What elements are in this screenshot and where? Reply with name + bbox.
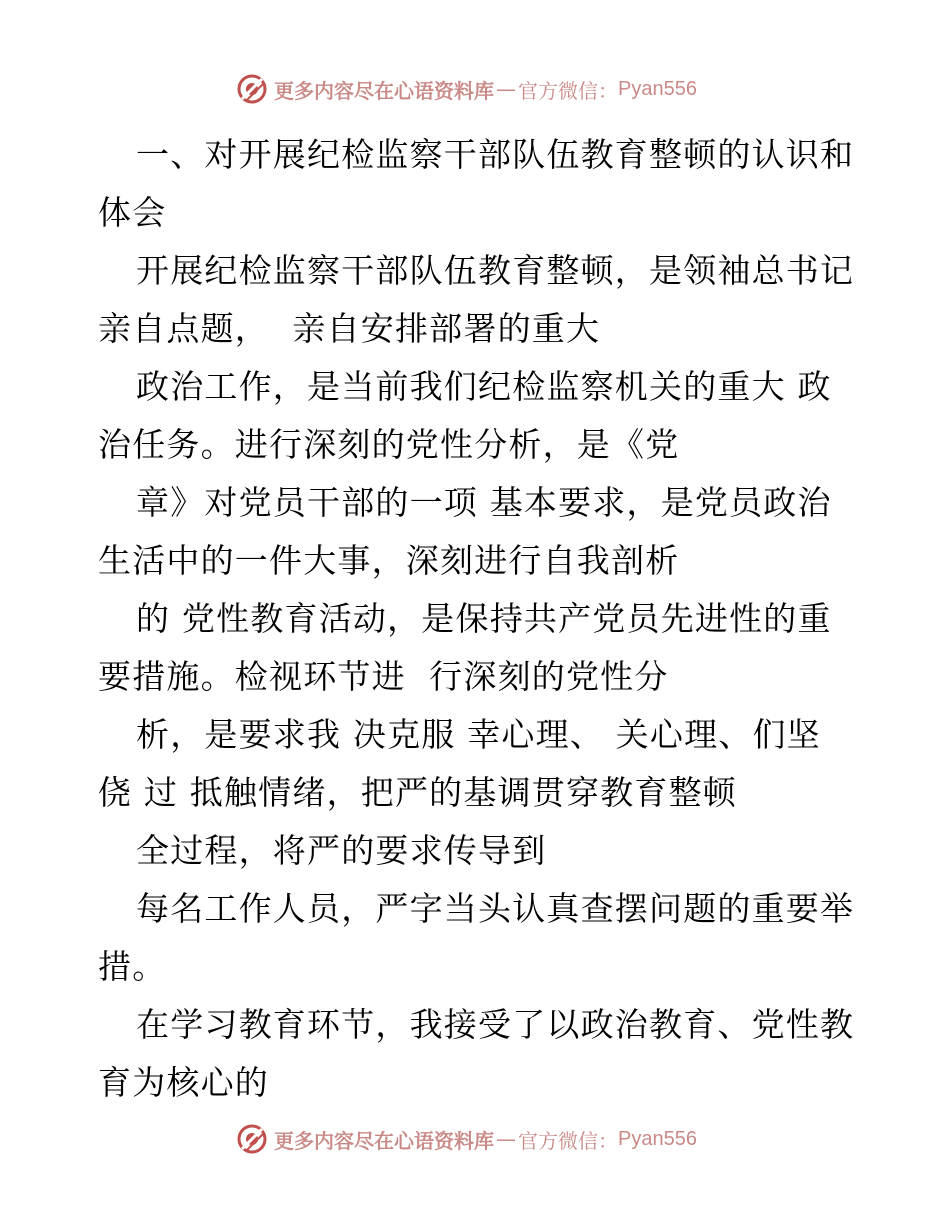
watermark-id: Pyan556	[618, 77, 697, 100]
text-line: 全过程，将严的要求传导到	[136, 831, 547, 870]
document-body	[98, 126, 858, 1112]
text-line: 政治工作，是当前我们纪检监察机关的重大 政	[136, 367, 832, 406]
watermark-brand: 更多内容尽在心语资料库	[274, 1128, 494, 1153]
watermark-separator: —	[496, 77, 516, 101]
text-line: 开展纪检监察干部队伍教育整顿，是领袖总书记	[136, 251, 855, 290]
text-line: 生活中的一件大事，深刻进行自我剖析	[98, 541, 680, 580]
text-line: 体会	[98, 193, 167, 232]
watermark-label: 官方微信：	[518, 78, 618, 103]
text-line: 措。	[98, 947, 167, 986]
seal-logo-icon	[236, 73, 268, 105]
text-line: 要措施。检视环节进 行深刻的党性分	[98, 657, 669, 696]
text-line: 侥 过 抵触情绪，把严的基调贯穿教育整顿	[98, 773, 737, 812]
text-line: 育为核心的	[98, 1063, 269, 1102]
text-line: 在学习教育环节，我接受了以政治教育、党性教	[136, 1005, 855, 1044]
text-line: 亲自点题， 亲自安排部署的重大	[98, 309, 601, 348]
text-line: 析，是要求我 决克服 幸心理、 关心理、们坚	[136, 715, 821, 754]
watermark-label: 官方微信：	[518, 1128, 618, 1153]
watermark-brand: 更多内容尽在心语资料库	[274, 78, 494, 103]
text-line: 治任务。进行深刻的党性分析，是《党	[98, 425, 680, 464]
text-line: 一、对开展纪检监察干部队伍教育整顿的认识和	[136, 135, 855, 174]
text-line: 的 党性教育活动，是保持共产党员先进性的重	[136, 599, 832, 638]
seal-logo-icon	[236, 1123, 268, 1155]
header-watermark	[236, 72, 756, 106]
watermark-id: Pyan556	[618, 1127, 697, 1150]
footer-watermark	[236, 1122, 756, 1156]
text-line: 每名工作人员，严字当头认真查摆问题的重要举	[136, 889, 855, 928]
watermark-separator: —	[496, 1127, 516, 1151]
text-line: 章》对党员干部的一项 基本要求，是党员政治	[136, 483, 832, 522]
